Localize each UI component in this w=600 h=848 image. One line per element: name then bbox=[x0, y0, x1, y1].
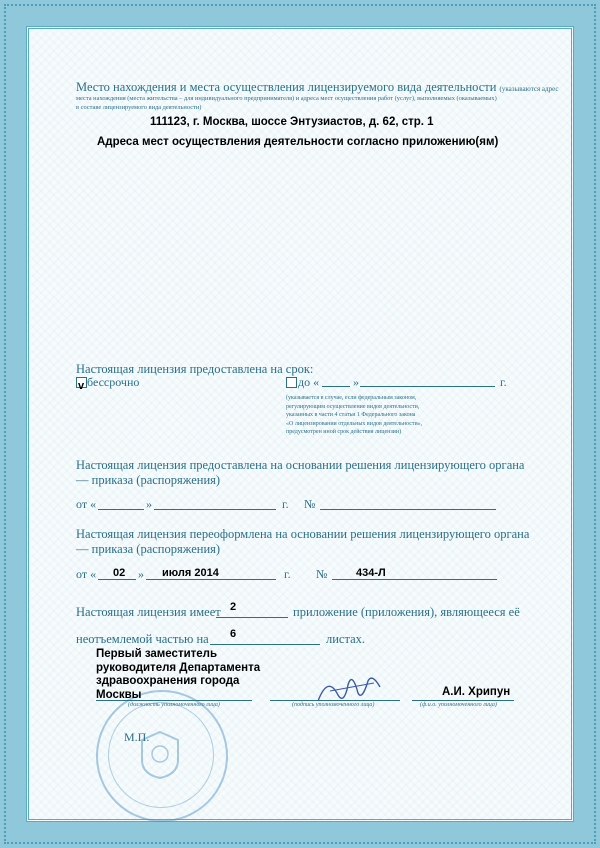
granted-quote-close: » bbox=[146, 497, 152, 511]
reissued-from-label: от « bbox=[76, 567, 97, 581]
seal-label: М.П. bbox=[124, 730, 150, 744]
term-note-line: «О лицензировании отдельных видов деятельности», bbox=[286, 420, 423, 427]
appendix-count-line bbox=[216, 617, 288, 618]
term-title: Настоящая лицензия предоставлена на срок: bbox=[76, 362, 314, 376]
reissued-day: 02 bbox=[113, 567, 126, 579]
granted-day-line bbox=[98, 509, 144, 510]
sheets-prefix: неотъемлемой частью на bbox=[76, 632, 209, 646]
granted-year-suffix: г. bbox=[282, 497, 289, 511]
reissued-day-line bbox=[98, 579, 136, 580]
location-note-2: места нахождения (места жительства – для индивидуального предпринимателя) и адреса мест осуществления работ (услуг), выполняемых (оказываемых) bbox=[76, 95, 497, 102]
sheets-count-line bbox=[210, 644, 320, 645]
check-mark-icon: v bbox=[78, 380, 85, 392]
name-caption: (ф.и.о. уполномоченного лица) bbox=[420, 702, 497, 708]
appendix-prefix: Настоящая лицензия имеет bbox=[76, 605, 221, 619]
location-note-3: в составе лицензируемого вида деятельности) bbox=[76, 104, 202, 111]
reissued-date-line bbox=[146, 579, 276, 580]
until-year-suffix: г. bbox=[500, 375, 507, 389]
reissued-quote-close: » bbox=[138, 567, 144, 581]
signer-position-line: руководителя Департамента bbox=[96, 661, 261, 674]
reissued-line-2: — приказа (распоряжения) bbox=[76, 542, 221, 556]
term-note-line: (указывается в случае, если федеральным законом, bbox=[286, 395, 417, 401]
granted-line-1: Настоящая лицензия предоставлена на основании решения лицензирующего органа bbox=[76, 458, 525, 472]
license-address: 111123, г. Москва, шоссе Энтузиастов, д. 62, стр. 1 bbox=[150, 116, 434, 128]
until-quote-close: » bbox=[353, 375, 359, 389]
term-note-line: регулирующим осуществление видов деятельности, bbox=[286, 403, 420, 410]
appendix-suffix: приложение (приложения), являющееся её bbox=[293, 605, 520, 619]
reissued-number-label: № bbox=[316, 567, 328, 581]
reissued-line-1: Настоящая лицензия переоформлена на основании решения лицензирующего органа bbox=[76, 527, 530, 541]
indefinite-label: бессрочно bbox=[87, 375, 140, 389]
position-line bbox=[96, 700, 252, 701]
granted-from-label: от « bbox=[76, 497, 97, 511]
granted-date-line bbox=[154, 509, 276, 510]
appendix-count: 2 bbox=[230, 601, 237, 613]
reissued-number-line bbox=[332, 579, 497, 580]
signer-position-line: Первый заместитель bbox=[96, 648, 218, 660]
until-label: до « bbox=[298, 375, 320, 389]
signature-line bbox=[270, 700, 400, 701]
granted-number-label: № bbox=[304, 497, 316, 511]
signer-name: А.И. Хрипун bbox=[442, 686, 511, 698]
reissued-year-suffix: г. bbox=[284, 567, 291, 581]
location-note-1: (указываются адрес bbox=[499, 85, 559, 93]
term-note bbox=[286, 394, 422, 437]
granted-number-line bbox=[320, 509, 496, 510]
sheets-suffix: листах. bbox=[326, 632, 366, 646]
location-title: Место нахождения и места осуществления лицензируемого вида деятельности bbox=[76, 80, 497, 94]
signer-position bbox=[96, 648, 260, 702]
granted-line-2: — приказа (распоряжения) bbox=[76, 473, 221, 487]
term-note-line: предусмотрен иной срок действия лицензии) bbox=[286, 429, 402, 435]
until-day-line bbox=[322, 386, 350, 387]
reissued-number: 434-Л bbox=[356, 567, 386, 579]
signer-position-line: здравоохранения города bbox=[96, 675, 240, 687]
position-caption: (должность уполномоченного лица) bbox=[128, 702, 220, 708]
until-checkbox bbox=[286, 377, 297, 388]
until-date-line bbox=[360, 386, 495, 387]
addresses-note: Адреса мест осуществления деятельности согласно приложению(ям) bbox=[97, 136, 499, 148]
sheets-count: 6 bbox=[230, 628, 237, 640]
reissued-month-year: июля 2014 bbox=[162, 567, 219, 579]
name-line bbox=[412, 700, 514, 701]
signer-position-line: Москвы bbox=[96, 688, 142, 701]
term-note-line: указанных в части 4 статьи 1 Федерального закона bbox=[286, 412, 416, 418]
signature-caption: (подпись уполномоченного лица) bbox=[292, 702, 375, 708]
